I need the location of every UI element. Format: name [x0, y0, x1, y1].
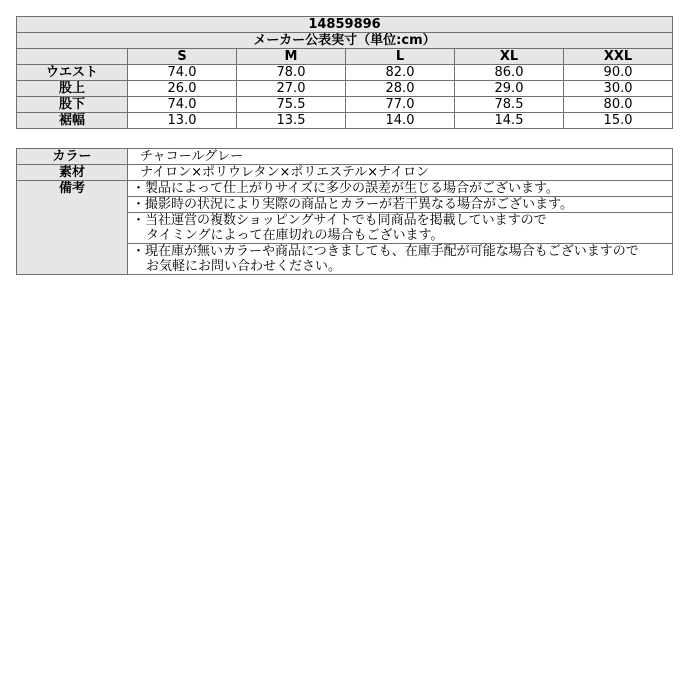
- material-label: 素材: [17, 165, 128, 181]
- material-value: ナイロン×ポリウレタン×ポリエステル×ナイロン: [128, 165, 673, 181]
- product-code: 14859896: [17, 17, 673, 33]
- note-row: [17, 181, 673, 197]
- note-line: ・現在庫が無いカラーや商品につきましても、在庫手配が可能な場合もございますので: [132, 244, 639, 259]
- size-header-xl: XL: [455, 49, 564, 65]
- measurement-value: 13.0: [128, 113, 237, 129]
- measurement-value: 80.0: [564, 97, 673, 113]
- notes-label: 備考: [17, 181, 128, 275]
- note-line: ・撮影時の状況により実際の商品とカラーが若干異なる場合がございます。: [132, 197, 573, 212]
- measurement-value: 78.5: [455, 97, 564, 113]
- measurement-value: 78.0: [237, 65, 346, 81]
- measurement-label: 股下: [17, 97, 128, 113]
- measurement-value: 74.0: [128, 97, 237, 113]
- note-line: ・当社運営の複数ショッピングサイトでも同商品を掲載していますので: [132, 213, 547, 228]
- size-header-corner: [17, 49, 128, 65]
- size-table: [16, 16, 673, 129]
- measurement-value: 14.0: [346, 113, 455, 129]
- product-info-table: [16, 148, 673, 275]
- size-header-s: S: [128, 49, 237, 65]
- size-header-m: M: [237, 49, 346, 65]
- size-header-xxl: XXL: [564, 49, 673, 65]
- color-label: カラー: [17, 149, 128, 165]
- measurement-value: 14.5: [455, 113, 564, 129]
- measurement-row-rise: [17, 81, 673, 97]
- note-line: タイミングによって在庫切れの場合もございます。: [146, 228, 444, 243]
- measurement-label: ウエスト: [17, 65, 128, 81]
- measurement-value: 15.0: [564, 113, 673, 129]
- size-table-subtitle: メーカー公表実寸（単位:cm）: [17, 33, 673, 49]
- color-row: [17, 149, 673, 165]
- size-header-l: L: [346, 49, 455, 65]
- measurement-row-hem: [17, 113, 673, 129]
- measurement-value: 90.0: [564, 65, 673, 81]
- measurement-value: 29.0: [455, 81, 564, 97]
- measurement-value: 13.5: [237, 113, 346, 129]
- measurement-value: 28.0: [346, 81, 455, 97]
- color-value: チャコールグレー: [128, 149, 673, 165]
- note-item: [128, 197, 673, 213]
- size-table-subtitle-row: [17, 33, 673, 49]
- measurement-row-inseam: [17, 97, 673, 113]
- note-item: [128, 181, 673, 197]
- measurement-value: 74.0: [128, 65, 237, 81]
- measurement-value: 86.0: [455, 65, 564, 81]
- measurement-value: 27.0: [237, 81, 346, 97]
- measurement-value: 77.0: [346, 97, 455, 113]
- measurement-value: 30.0: [564, 81, 673, 97]
- note-line: お気軽にお問い合わせください。: [146, 259, 342, 274]
- size-header-row: [17, 49, 673, 65]
- note-item: [128, 244, 673, 275]
- note-line: ・製品によって仕上がりサイズに多少の誤差が生じる場合がございます。: [132, 181, 559, 196]
- product-code-row: [17, 17, 673, 33]
- measurement-value: 75.5: [237, 97, 346, 113]
- measurement-value: 26.0: [128, 81, 237, 97]
- material-row: [17, 165, 673, 181]
- measurement-label: 裾幅: [17, 113, 128, 129]
- note-item: [128, 213, 673, 244]
- measurement-value: 82.0: [346, 65, 455, 81]
- measurement-row-waist: [17, 65, 673, 81]
- measurement-label: 股上: [17, 81, 128, 97]
